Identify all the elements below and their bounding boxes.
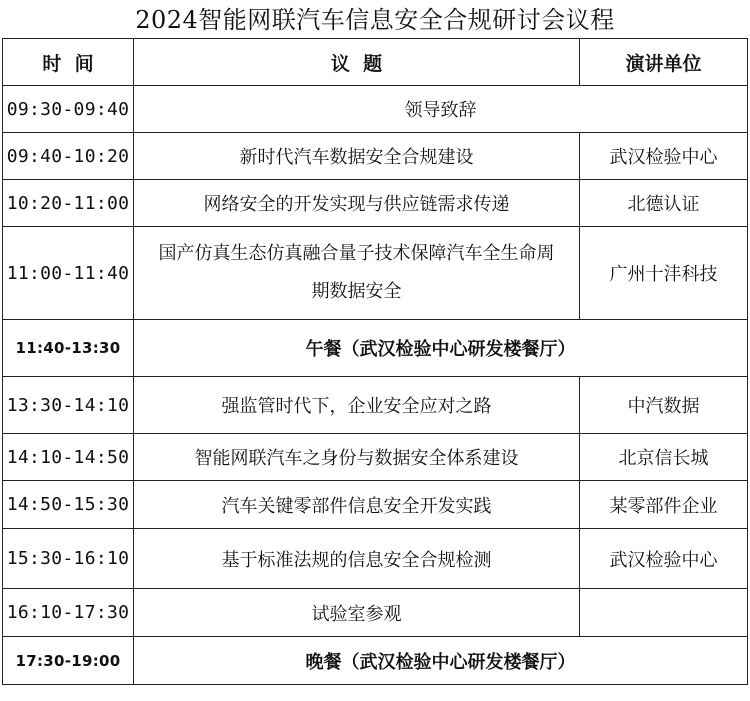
table-row — [3, 529, 748, 589]
session-time: 10:20-11:00 — [3, 180, 134, 227]
meal-break: 晚餐（武汉检验中心研发楼餐厅） — [134, 637, 748, 685]
session-time: 16:10-17:30 — [3, 589, 134, 637]
session-topic: 新时代汽车数据安全合规建设 — [134, 133, 580, 180]
speaker-organization: 北京信长城 — [580, 434, 748, 481]
speaker-organization: 武汉检验中心 — [580, 529, 748, 589]
speaker-organization — [580, 589, 748, 637]
session-time: 11:40-13:30 — [3, 320, 134, 377]
speaker-organization: 中汽数据 — [580, 377, 748, 434]
table-row — [3, 637, 748, 685]
table-row — [3, 227, 748, 320]
agenda-table — [2, 38, 748, 685]
table-row — [3, 377, 748, 434]
table-header-row — [3, 39, 748, 86]
table-row — [3, 320, 748, 377]
session-time: 14:50-15:30 — [3, 481, 134, 529]
session-time: 09:30-09:40 — [3, 86, 134, 133]
session-time: 13:30-14:10 — [3, 377, 134, 434]
table-row — [3, 434, 748, 481]
header-topic: 议 题 — [134, 39, 580, 86]
table-row — [3, 589, 748, 637]
session-topic: 试验室参观 — [134, 589, 580, 637]
session-time: 11:00-11:40 — [3, 227, 134, 320]
table-row — [3, 180, 748, 227]
speaker-organization: 北德认证 — [580, 180, 748, 227]
session-time: 09:40-10:20 — [3, 133, 134, 180]
session-topic: 领导致辞 — [134, 86, 748, 133]
speaker-organization: 广州十沣科技 — [580, 227, 748, 320]
table-row — [3, 86, 748, 133]
session-topic: 国产仿真生态仿真融合量子技术保障汽车全生命周期数据安全 — [134, 227, 580, 320]
table-row — [3, 133, 748, 180]
header-org: 演讲单位 — [580, 39, 748, 86]
session-topic: 强监管时代下，企业安全应对之路 — [134, 377, 580, 434]
session-time: 17:30-19:00 — [3, 637, 134, 685]
session-time: 15:30-16:10 — [3, 529, 134, 589]
session-topic: 基于标准法规的信息安全合规检测 — [134, 529, 580, 589]
session-time: 14:10-14:50 — [3, 434, 134, 481]
header-time: 时 间 — [3, 39, 134, 86]
session-topic: 汽车关键零部件信息安全开发实践 — [134, 481, 580, 529]
table-row — [3, 481, 748, 529]
session-topic: 网络安全的开发实现与供应链需求传递 — [134, 180, 580, 227]
session-topic: 智能网联汽车之身份与数据安全体系建设 — [134, 434, 580, 481]
document-title: 2024智能网联汽车信息安全合规研讨会议程 — [135, 6, 615, 34]
speaker-organization: 某零部件企业 — [580, 481, 748, 529]
meal-break: 午餐（武汉检验中心研发楼餐厅） — [134, 320, 748, 377]
speaker-organization: 武汉检验中心 — [580, 133, 748, 180]
